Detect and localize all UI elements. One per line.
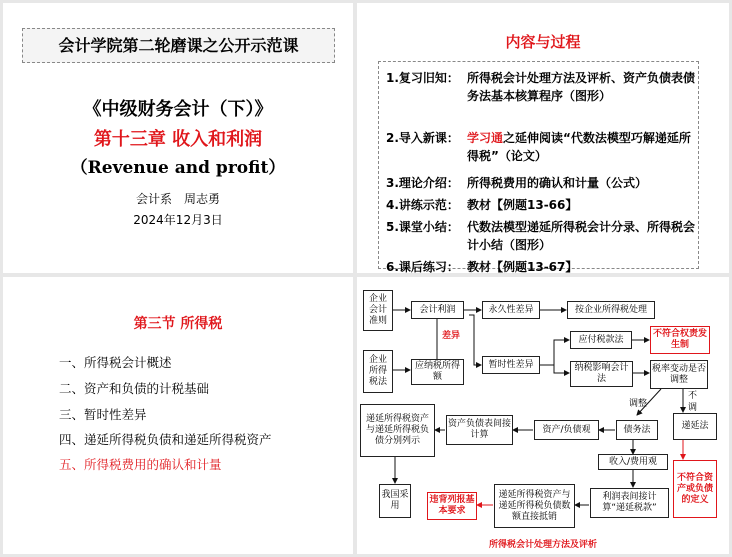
dta-dtl-separate-listing-box[interactable]: 递延所得税资产与递延所得税负债分别列示 xyxy=(360,404,435,457)
content-item-label: 6.课后练习： xyxy=(386,260,459,273)
title-slide[interactable] xyxy=(3,3,353,273)
china-adopts-box[interactable]: 我国采用 xyxy=(379,484,411,518)
content-item-text: 代数法模型递延所得税会计分录、所得税会计小结（图形） xyxy=(467,220,696,252)
enterprise-tax-treatment-box[interactable]: 按企业所得税处理 xyxy=(567,301,655,319)
not-asset-liability-definition-box[interactable]: 不符合资产或负债的定义 xyxy=(673,460,717,518)
no-adjust-label: 不调 xyxy=(687,391,697,413)
tax-effect-method-box[interactable]: 纳税影响会计法 xyxy=(570,361,633,387)
accounting-standards-box[interactable]: 企业会计准则 xyxy=(363,290,393,331)
outline-item-4[interactable]: 四、递延所得税负债和递延所得税资产 xyxy=(59,432,272,447)
income-expense-view-box[interactable]: 收入/费用观 xyxy=(598,454,668,470)
content-item-text: 教材【例题13-66】 xyxy=(467,198,578,212)
course-title: 《中级财务会计（下）》 xyxy=(83,99,273,120)
outline-item-1[interactable]: 一、所得税会计概述 xyxy=(59,355,172,370)
adjust-label: 调整 xyxy=(628,399,647,409)
tax-payable-method-box[interactable]: 应付税款法 xyxy=(570,331,632,349)
dta-dtl-direct-offset-box[interactable]: 递延所得税资产与递延所得税负债数额直接抵销 xyxy=(494,484,575,528)
content-process-slide[interactable] xyxy=(357,3,729,273)
rate-change-decision-box[interactable]: 税率变动是否调整 xyxy=(650,360,708,389)
not-accrual-basis-box[interactable]: 不符合权责发生制 xyxy=(650,326,710,354)
content-item-label: 2.导入新课： xyxy=(386,131,459,145)
deferral-method-box[interactable]: 递延法 xyxy=(673,413,717,440)
xuexitong-highlight[interactable]: 学习通 xyxy=(467,131,504,145)
outline-item-2[interactable]: 二、资产和负债的计税基础 xyxy=(59,381,210,396)
liability-method-box[interactable]: 债务法 xyxy=(616,420,658,440)
violates-listing-requirement-box[interactable]: 违背列报基本要求 xyxy=(427,492,477,520)
lesson-banner: 会计学院第二轮磨课之公开示范课 xyxy=(22,28,335,63)
content-item-text: 所得税费用的确认和计量（公式） xyxy=(467,176,648,190)
accounting-profit-box[interactable]: 会计利润 xyxy=(411,301,464,319)
content-item-text: 教材【例题13-67】 xyxy=(467,260,578,273)
permanent-difference-box[interactable]: 永久性差异 xyxy=(482,301,540,319)
content-item-label: 4.讲练示范： xyxy=(386,198,459,212)
content-item-label: 5.课堂小结： xyxy=(386,220,459,234)
content-item-text: 所得税会计处理方法及评析、资产负债表债务法基本核算程序（图形） xyxy=(467,71,696,103)
income-statement-indirect-box[interactable]: 利润表间接计算“递延税款” xyxy=(590,488,669,518)
outline-item-5-active[interactable]: 五、所得税费用的确认和计量 xyxy=(59,457,222,472)
content-item-label: 3.理论介绍： xyxy=(386,176,459,190)
tax-law-box[interactable]: 企业所得税法 xyxy=(363,350,393,393)
content-item-text: 之延伸阅读“代数法模型巧解递延所得税”（论文） xyxy=(467,131,691,163)
flowchart-caption: 所得税会计处理方法及评析 xyxy=(488,540,597,550)
balance-sheet-indirect-box[interactable]: 资产负债表间接计算 xyxy=(446,415,513,445)
taxable-income-box[interactable]: 应纳税所得额 xyxy=(411,359,464,385)
temporary-difference-box[interactable]: 暂时性差异 xyxy=(482,356,540,374)
difference-label: 差异 xyxy=(441,331,460,341)
income-tax-flowchart-slide[interactable] xyxy=(357,277,729,554)
content-title: 内容与过程 xyxy=(505,33,581,51)
section-outline-slide[interactable] xyxy=(3,277,353,554)
english-title: （Revenue and profit） xyxy=(70,158,286,178)
content-item-label: 1.复习旧知： xyxy=(386,71,459,85)
content-list-box xyxy=(378,61,699,273)
chapter-title: 第十三章 收入和利润 xyxy=(93,129,263,150)
date-line: 2024年12月3日 xyxy=(133,213,223,227)
author-line: 会计系 周志勇 xyxy=(135,192,220,206)
section-title: 第三节 所得税 xyxy=(133,316,223,332)
asset-liability-view-box[interactable]: 资产/负债观 xyxy=(534,420,599,440)
outline-item-3[interactable]: 三、暂时性差异 xyxy=(59,407,147,422)
